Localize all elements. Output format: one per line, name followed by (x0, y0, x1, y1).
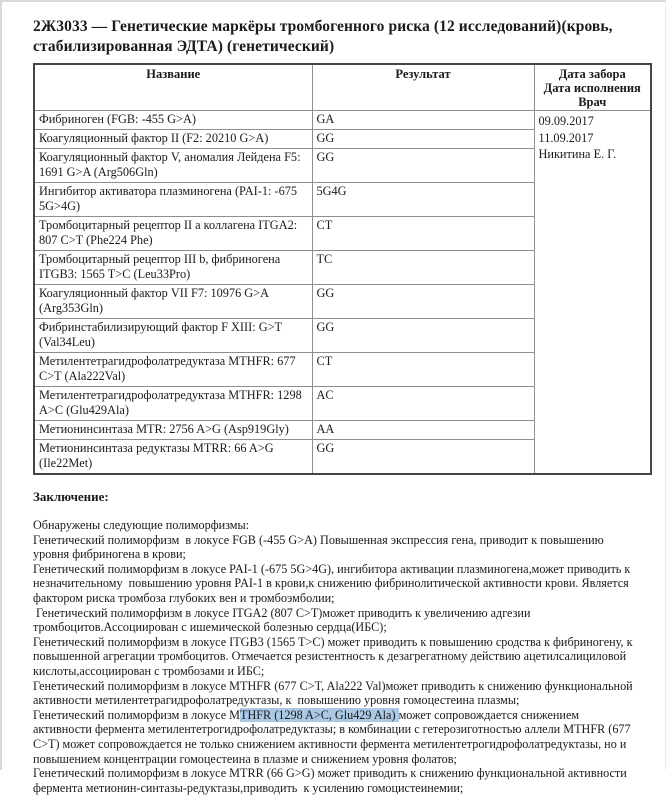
marker-result: 5G4G (312, 183, 534, 217)
marker-name: Фибринстабилизирующий фактор F XIII: G>T (Val34Leu) (34, 319, 312, 353)
selected-text-highlight: THFR (1298 A>C, Glu429 Ala) (240, 707, 399, 722)
header-execution-date: Дата исполнения (543, 81, 641, 95)
marker-name: Ингибитор активатора плазминогена (PAI-1: -675 5G>4G) (34, 183, 312, 217)
column-header-result: Результат (312, 64, 534, 111)
marker-name: Тромбоцитарный рецептор III b, фибриногена ITGB3: 1565 T>C (Leu33Pro) (34, 251, 312, 285)
table-row (34, 111, 651, 130)
marker-name: Метилентетрагидрофолатредуктаза MTHFR: 677 C>T (Ala222Val) (34, 353, 312, 387)
marker-name: Метилентетрагидрофолатредуктаза MTHFR: 1298 A>C (Glu429Ala) (34, 387, 312, 421)
sampling-date-value: 09.09.2017 (538, 114, 594, 128)
marker-result: GG (312, 130, 534, 149)
marker-result: AA (312, 421, 534, 440)
conclusion-paragraph-mtrr: Генетический полиморфизм в локусе MTRR (66 G>G) может приводить к снижению функциональной активности фермента метионин-синтазы-редуктазы,приводить к усилению гомоцистеинемии; (33, 766, 630, 795)
marker-result: CT (312, 217, 534, 251)
doctor-name-value: Никитина Е. Г. (538, 147, 617, 161)
date-doctor-cell (534, 111, 651, 475)
marker-result: GA (312, 111, 534, 130)
marker-result: TC (312, 251, 534, 285)
marker-result: GG (312, 319, 534, 353)
marker-name: Тромбоцитарный рецептор II а коллагена ITGA2: 807 C>T (Phe224 Phe) (34, 217, 312, 251)
conclusion-paragraph-fgb: Генетический полиморфизм в локусе FGB (-455 G>A) Повышенная экспрессия гена, приводит к повышению уровня фибриногена в крови; (33, 532, 610, 562)
execution-date-value: 11.09.2017 (538, 130, 594, 145)
report-content (2, 2, 665, 795)
header-doctor: Врач (578, 95, 607, 109)
marker-name: Коагуляционный фактор VII F7: 10976 G>A (Arg353Gln) (34, 285, 312, 319)
mthfr1298-text-before: Генетический полиморфизм в локусе M (33, 707, 241, 722)
conclusion-paragraph-itga2: Генетический полиморфизм в локусе ITGA2 (807 C>T)может приводить к увеличению адгезии тромбоцитов.Ассоциирован с ишемической болезнью сердца(ИБС); (33, 605, 534, 635)
conclusion-paragraph-itgb3: Генетический полиморфизм в локусе ITGB3 (1565 T>C) может приводить к повышению сродства к фибриногену, к повышенной агрегации тромбоцитов. Отмечается резистентность к дезагрегатному действию ацетилсалициловой кислоты,ассоциирован с тромбозами и ИБС; (33, 634, 636, 678)
marker-name: Метионинсинтаза редуктазы MTRR: 66 A>G (Ile22Met) (34, 440, 312, 475)
table-header-row (34, 64, 651, 111)
conclusion-paragraph-pai1: Генетический полиморфизм в локусе PAI-1 (-675 5G>4G), ингибитора активации плазминогена,может приводить к незначительному повышению уровня PAI-1 в крови,к снижению фибринолитической активности крови. Является фактором риска тромбоза глубоких вен и тромбоэмболии; (33, 561, 634, 605)
marker-result: GG (312, 285, 534, 319)
column-header-date (534, 64, 651, 111)
marker-result: GG (312, 149, 534, 183)
marker-result: CT (312, 353, 534, 387)
marker-name: Фибриноген (FGB: -455 G>A) (34, 111, 312, 130)
conclusion-paragraph-mthfr677: Генетический полиморфизм в локусе MTHFR (677 C>T, Ala222 Val)может приводить к снижению функциональной активности метилентетрагидрофолатредуктазы, к повышению уровня гомоцестеина плазмы; (33, 678, 636, 708)
conclusion-intro: Обнаружены следующие полиморфизмы: (33, 518, 250, 532)
conclusion-paragraph-mthfr1298 (33, 708, 637, 766)
conclusion-text (33, 518, 637, 795)
marker-name: Коагуляционный фактор II (F2: 20210 G>A) (34, 130, 312, 149)
marker-result: AC (312, 387, 534, 421)
mthfr1298-text-after: может сопровождается снижением активности фермента метилентетрогидрофолатредуктазы; в комбинации с гетерозиготностью аллели MTHFR (677 C>T) может сопровождается не только снижением активности фермента метилентетрогидрофолатредуктазы, но и повышением концентрации гомоцестеина в плазме и снижением уровня фолатов; (33, 707, 634, 766)
column-header-name: Название (34, 64, 312, 111)
marker-result: GG (312, 440, 534, 475)
page-title: 2Ж3033 — Генетические маркёры тромбогенного риска (12 исследований)(кровь, стабилизированная ЭДТА) (генетический) (33, 18, 613, 55)
marker-name: Метионинсинтаза MTR: 2756 A>G (Asp919Gly) (34, 421, 312, 440)
results-table (33, 63, 652, 475)
header-sampling-date: Дата забора (558, 67, 626, 81)
conclusion-heading: Заключение: (33, 489, 109, 504)
marker-name: Коагуляционный фактор V, аномалия Лейдена F5: 1691 G>A (Arg506Gln) (34, 149, 312, 183)
